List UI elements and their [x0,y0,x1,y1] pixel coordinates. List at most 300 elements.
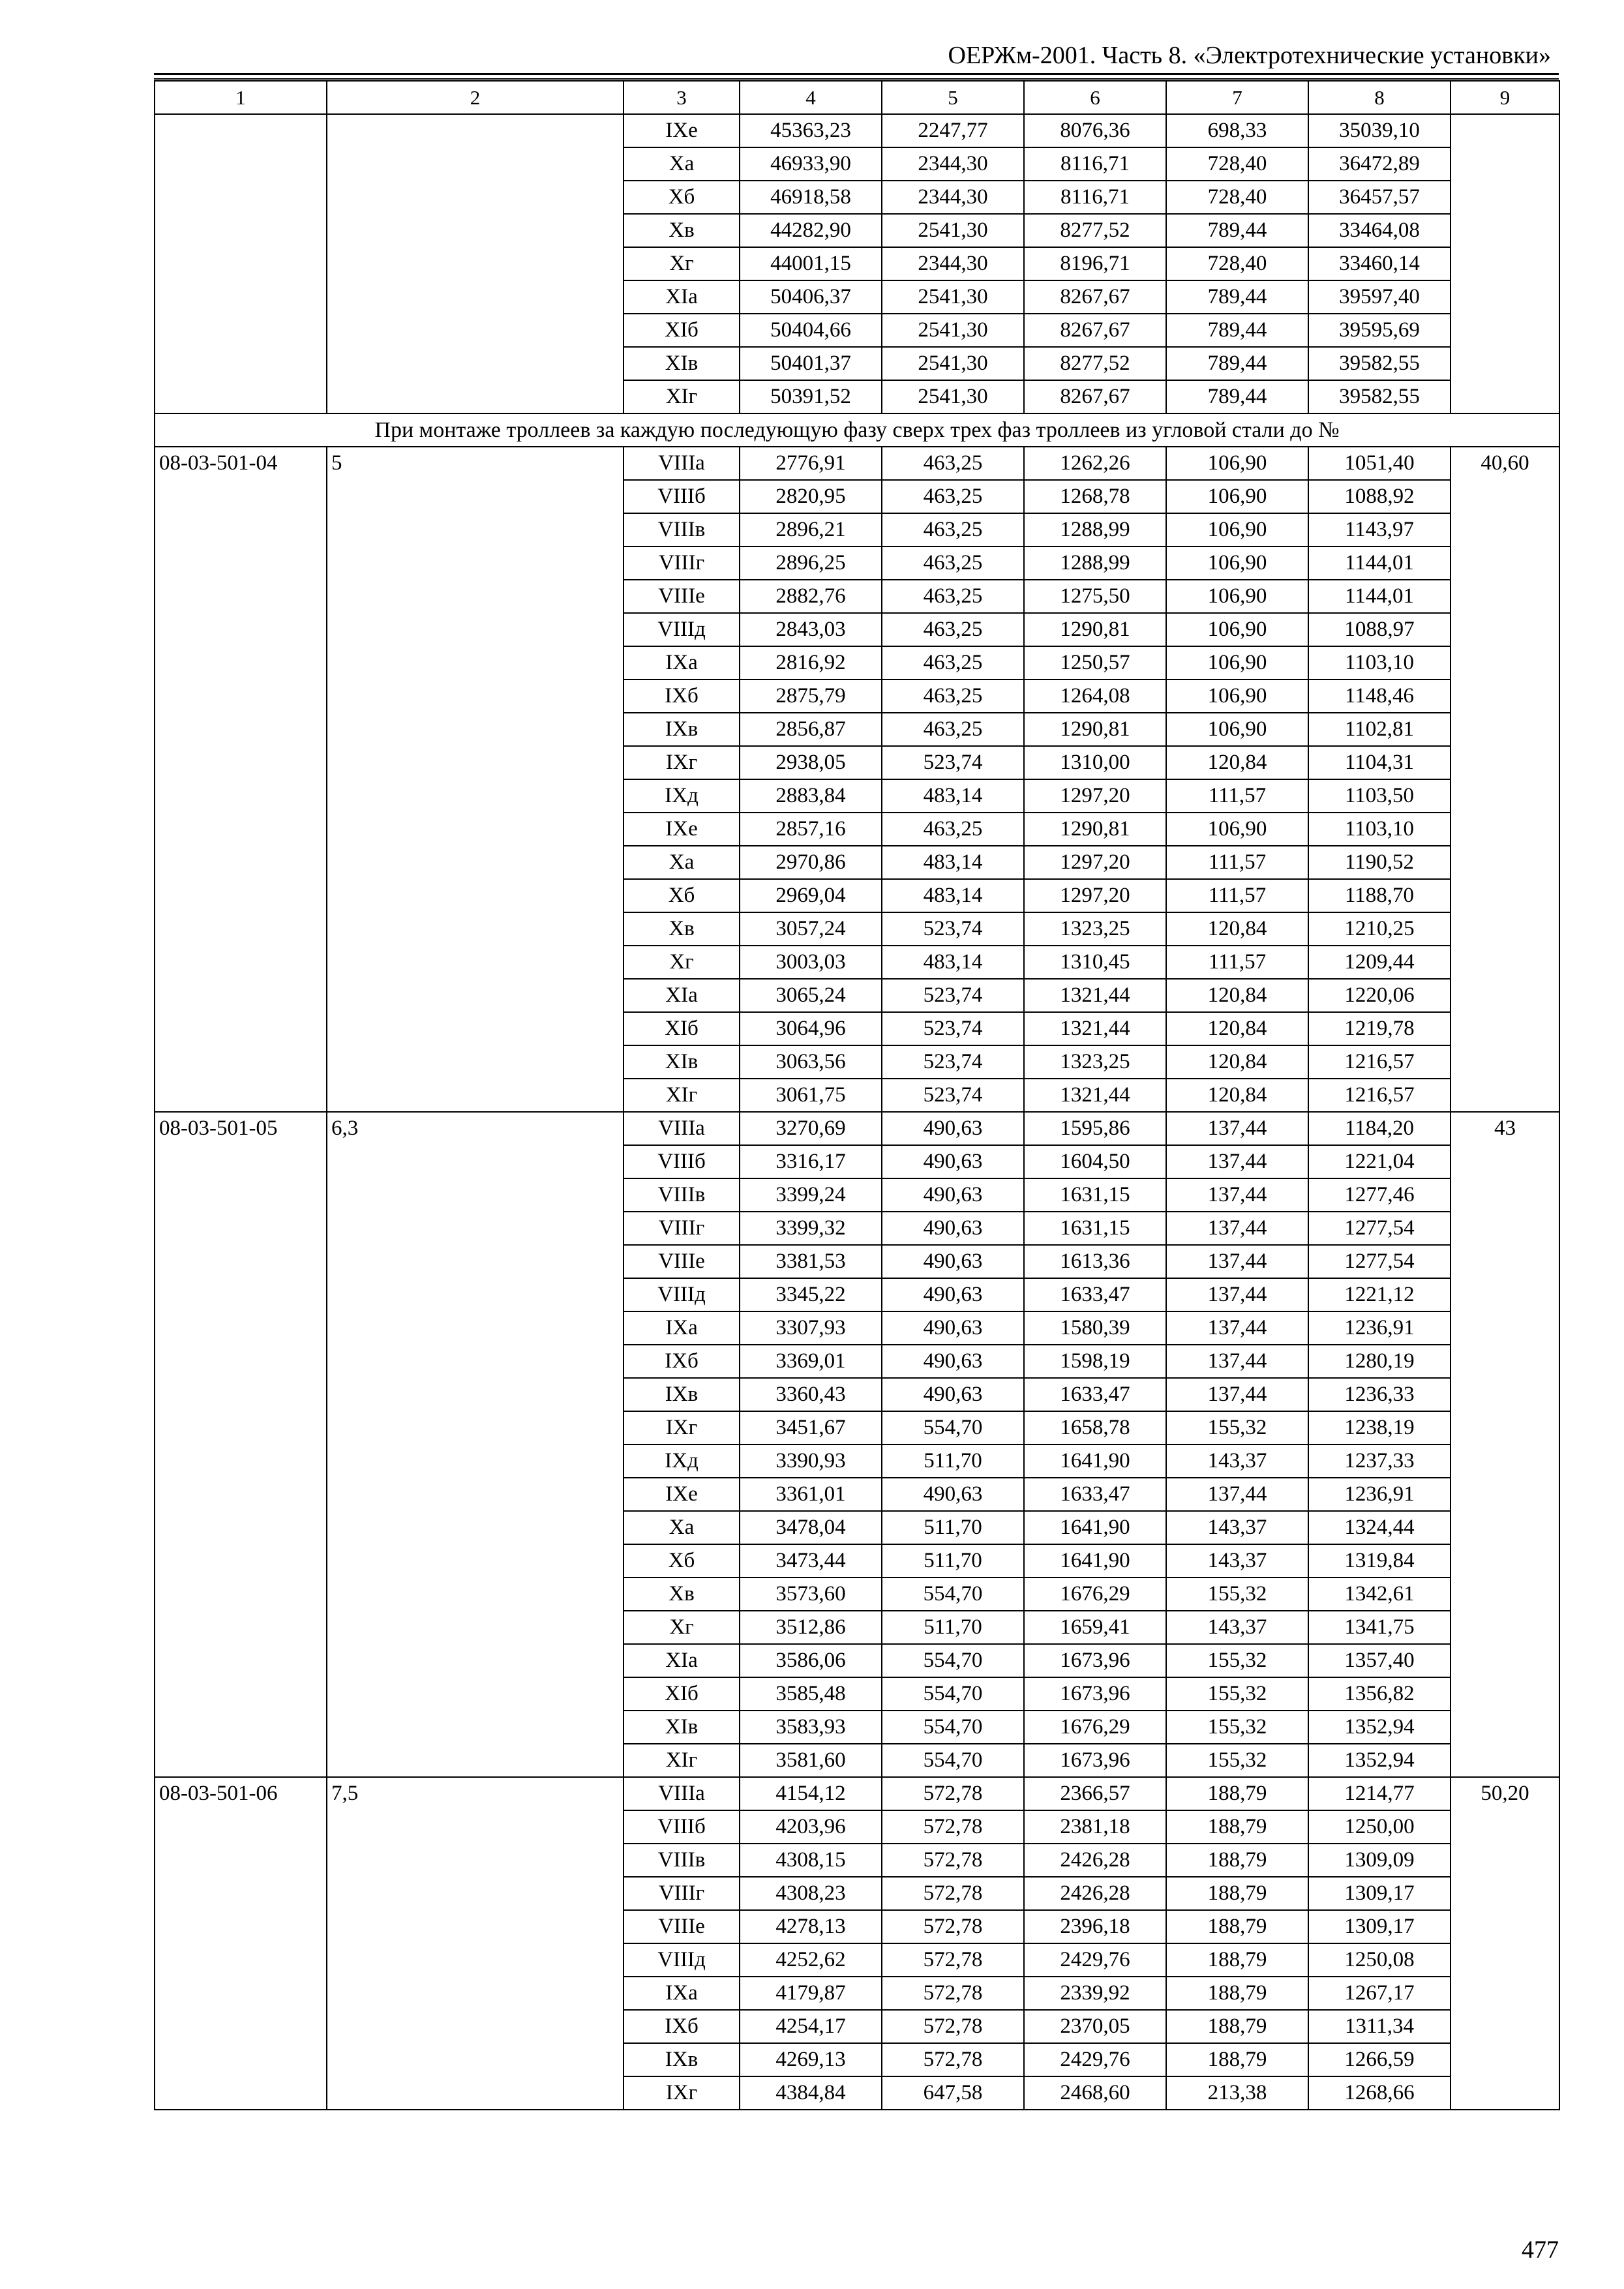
column-header: 5 [882,81,1024,114]
value-cell: 188,79 [1166,1777,1308,1810]
value-cell: 1319,84 [1308,1544,1451,1578]
value-cell: 3061,75 [740,1079,882,1112]
value-cell: 46933,90 [740,147,882,181]
variant-cell: VIIIa [624,447,740,480]
value-cell: 1297,20 [1024,879,1166,912]
column-header: 9 [1451,81,1559,114]
value-cell: 137,44 [1166,1378,1308,1411]
value-cell: 155,32 [1166,1578,1308,1611]
value-cell: 483,14 [882,779,1024,813]
value-cell: 1236,91 [1308,1478,1451,1511]
value-cell: 490,63 [882,1378,1024,1411]
value-cell: 463,25 [882,613,1024,646]
value-cell: 137,44 [1166,1311,1308,1345]
value-cell: 2344,30 [882,247,1024,280]
value-cell: 1323,25 [1024,1045,1166,1079]
value-cell: 1104,31 [1308,746,1451,779]
value-cell: 2339,92 [1024,1977,1166,2010]
variant-cell: XIг [624,380,740,413]
value-cell: 155,32 [1166,1644,1308,1677]
column-header: 6 [1024,81,1166,114]
value-cell: 1290,81 [1024,613,1166,646]
value-cell: 1323,25 [1024,912,1166,946]
value-cell: 523,74 [882,1012,1024,1045]
variant-cell: XIг [624,1079,740,1112]
value-cell: 39597,40 [1308,280,1451,314]
value-cell: 490,63 [882,1178,1024,1212]
value-cell: 3586,06 [740,1644,882,1677]
variant-cell: Xб [624,879,740,912]
value-cell: 106,90 [1166,680,1308,713]
value-cell: 1580,39 [1024,1311,1166,1345]
value-cell: 1277,54 [1308,1245,1451,1278]
value-cell: 120,84 [1166,1045,1308,1079]
value-cell: 2875,79 [740,680,882,713]
value-cell: 143,37 [1166,1444,1308,1478]
value-cell: 50404,66 [740,314,882,347]
value-cell: 50391,52 [740,380,882,413]
value-cell: 50401,37 [740,347,882,380]
value-cell: 1277,46 [1308,1178,1451,1212]
value-cell: 1103,10 [1308,813,1451,846]
variant-cell: Xб [624,1544,740,1578]
value-cell: 188,79 [1166,1977,1308,2010]
table-row [155,114,1559,147]
variant-cell: IXд [624,779,740,813]
value-cell: 2896,21 [740,513,882,546]
value-cell: 1280,19 [1308,1345,1451,1378]
value-cell: 463,25 [882,580,1024,613]
value-cell: 3581,60 [740,1744,882,1777]
value-cell: 1595,86 [1024,1112,1166,1145]
value-cell: 4278,13 [740,1910,882,1943]
value-cell: 106,90 [1166,713,1308,746]
table-row [155,447,1559,480]
value-cell: 8267,67 [1024,314,1166,347]
variant-cell: VIIIв [624,1178,740,1212]
value-cell: 3573,60 [740,1578,882,1611]
value-cell: 1673,96 [1024,1744,1166,1777]
value-cell: 1051,40 [1308,447,1451,480]
variant-cell: Xв [624,912,740,946]
value-cell: 2366,57 [1024,1777,1166,1810]
value-cell: 1676,29 [1024,1711,1166,1744]
value-cell: 483,14 [882,879,1024,912]
variant-cell: Xв [624,1578,740,1611]
value-cell: 1309,17 [1308,1877,1451,1910]
header-rule-thick [154,73,1559,75]
variant-cell: IXд [624,1444,740,1478]
variant-cell: IXe [624,1478,740,1511]
value-cell: 511,70 [882,1511,1024,1544]
page-header [154,38,1559,73]
value-cell: 523,74 [882,979,1024,1012]
value-cell: 137,44 [1166,1178,1308,1212]
value-cell: 1250,57 [1024,646,1166,680]
value-cell: 572,78 [882,2010,1024,2043]
value-cell: 120,84 [1166,746,1308,779]
value-cell: 2429,76 [1024,1943,1166,1977]
value-cell: 2426,28 [1024,1844,1166,1877]
variant-cell: Xг [624,247,740,280]
value-cell: 1268,78 [1024,480,1166,513]
value-cell: 106,90 [1166,613,1308,646]
value-cell: 463,25 [882,447,1024,480]
value-cell: 2247,77 [882,114,1024,147]
value-cell: 188,79 [1166,2010,1308,2043]
value-cell: 3003,03 [740,946,882,979]
variant-cell: XIб [624,1012,740,1045]
value-cell: 50406,37 [740,280,882,314]
value-cell: 490,63 [882,1245,1024,1278]
value-cell: 3307,93 [740,1311,882,1345]
value-cell: 3451,67 [740,1411,882,1444]
value-cell: 2820,95 [740,480,882,513]
value-cell: 554,70 [882,1711,1024,1744]
value-cell: 789,44 [1166,280,1308,314]
value-cell: 463,25 [882,813,1024,846]
variant-cell: IXб [624,1345,740,1378]
table-body [155,114,1559,2110]
value-cell: 1633,47 [1024,1378,1166,1411]
variant-cell: IXe [624,114,740,147]
value-cell: 3361,01 [740,1478,882,1511]
value-cell: 1262,26 [1024,447,1166,480]
value-cell: 1188,70 [1308,879,1451,912]
value-cell: 1310,45 [1024,946,1166,979]
variant-cell: XIв [624,1711,740,1744]
value-cell: 111,57 [1166,946,1308,979]
value-cell: 572,78 [882,1844,1024,1877]
value-cell: 2882,76 [740,580,882,613]
value-cell: 2381,18 [1024,1810,1166,1844]
value-cell: 2541,30 [882,347,1024,380]
value-cell: 2541,30 [882,314,1024,347]
value-cell: 554,70 [882,1744,1024,1777]
variant-cell: IXв [624,2043,740,2076]
value-cell: 1288,99 [1024,546,1166,580]
variant-cell: IXв [624,1378,740,1411]
value-cell: 4254,17 [740,2010,882,2043]
value-cell: 2541,30 [882,280,1024,314]
spec-cell: 6,3 [327,1112,624,1777]
variant-cell: IXa [624,1311,740,1345]
value-cell: 490,63 [882,1145,1024,1178]
code-cell: 08-03-501-06 [155,1777,327,2110]
value-cell: 1220,06 [1308,979,1451,1012]
value-cell: 39595,69 [1308,314,1451,347]
value-cell: 3270,69 [740,1112,882,1145]
table-row [155,1112,1559,1145]
value-cell: 2896,25 [740,546,882,580]
rates-table [154,80,1560,2110]
value-cell: 8277,52 [1024,214,1166,247]
value-cell: 1214,77 [1308,1777,1451,1810]
value-cell: 1144,01 [1308,546,1451,580]
header-rule-thin [154,78,1559,80]
value-cell: 1659,41 [1024,1611,1166,1644]
value-cell: 4308,15 [740,1844,882,1877]
variant-cell: Xг [624,946,740,979]
value-cell: 2857,16 [740,813,882,846]
value-cell: 572,78 [882,1943,1024,1977]
value-cell: 106,90 [1166,513,1308,546]
section-note: При монтаже троллеев за каждую последующую фазу сверх трех фаз троллеев из угловой стали до № [155,413,1559,447]
value-cell: 3381,53 [740,1245,882,1278]
value-cell: 188,79 [1166,1877,1308,1910]
variant-cell: VIIIб [624,1810,740,1844]
variant-cell: IXa [624,1977,740,2010]
value-cell: 4384,84 [740,2076,882,2110]
column-header: 2 [327,81,624,114]
value-cell: 36457,57 [1308,181,1451,214]
variant-cell: XIa [624,280,740,314]
value-cell: 1144,01 [1308,580,1451,613]
value-cell: 463,25 [882,680,1024,713]
variant-cell: VIIIд [624,613,740,646]
value-cell: 3512,86 [740,1611,882,1644]
value-cell: 2816,92 [740,646,882,680]
variant-cell: VIIIe [624,580,740,613]
value-cell: 36472,89 [1308,147,1451,181]
variant-cell: VIIIa [624,1112,740,1145]
value-cell: 3064,96 [740,1012,882,1045]
value-cell: 1277,54 [1308,1212,1451,1245]
value-cell: 1264,08 [1024,680,1166,713]
value-cell: 523,74 [882,1045,1024,1079]
value-cell: 8267,67 [1024,380,1166,413]
value-cell: 8277,52 [1024,347,1166,380]
table-row [155,1777,1559,1810]
value-cell: 463,25 [882,546,1024,580]
value-cell: 111,57 [1166,779,1308,813]
variant-cell: VIIIг [624,546,740,580]
value-cell: 1275,50 [1024,580,1166,613]
value-cell: 1184,20 [1308,1112,1451,1145]
value-cell: 1321,44 [1024,1079,1166,1112]
value-cell: 2969,04 [740,879,882,912]
value-cell: 572,78 [882,1810,1024,1844]
value-cell: 3473,44 [740,1544,882,1578]
value-cell: 1673,96 [1024,1677,1166,1711]
value-cell: 2344,30 [882,147,1024,181]
value-cell: 511,70 [882,1611,1024,1644]
value-cell: 155,32 [1166,1744,1308,1777]
value-cell: 33460,14 [1308,247,1451,280]
value-cell: 2938,05 [740,746,882,779]
column-header: 1 [155,81,327,114]
value-cell: 4252,62 [740,1943,882,1977]
value-cell: 1352,94 [1308,1711,1451,1744]
value-cell: 137,44 [1166,1212,1308,1245]
variant-cell: VIIIe [624,1910,740,1943]
value-cell: 490,63 [882,1478,1024,1511]
value-cell: 728,40 [1166,147,1308,181]
variant-cell: XIa [624,1644,740,1677]
value-cell: 1641,90 [1024,1511,1166,1544]
value-cell: 213,38 [1166,2076,1308,2110]
value-cell: 1210,25 [1308,912,1451,946]
value-cell: 1297,20 [1024,779,1166,813]
value-cell: 188,79 [1166,1910,1308,1943]
value-cell: 483,14 [882,846,1024,879]
variant-cell: Xб [624,181,740,214]
value-cell: 789,44 [1166,214,1308,247]
variant-cell: VIIIг [624,1212,740,1245]
value-cell: 2541,30 [882,214,1024,247]
variant-cell: Xa [624,1511,740,1544]
value-cell: 1357,40 [1308,1644,1451,1677]
value-cell: 1290,81 [1024,813,1166,846]
value-cell: 1216,57 [1308,1045,1451,1079]
value-cell: 120,84 [1166,979,1308,1012]
document-title: ОЕРЖм-2001. Часть 8. «Электротехнические установки» [948,42,1551,69]
value-cell: 106,90 [1166,646,1308,680]
value-cell: 523,74 [882,1079,1024,1112]
value-cell: 1604,50 [1024,1145,1166,1178]
value-cell: 554,70 [882,1644,1024,1677]
variant-cell: XIб [624,1677,740,1711]
value-cell: 1143,97 [1308,513,1451,546]
value-cell: 8196,71 [1024,247,1166,280]
value-cell: 483,14 [882,946,1024,979]
value-cell: 137,44 [1166,1145,1308,1178]
value-cell: 44282,90 [740,214,882,247]
value-cell: 1324,44 [1308,1511,1451,1544]
value-cell: 44001,15 [740,247,882,280]
page-number: 477 [1522,2236,1559,2264]
value-cell: 572,78 [882,1910,1024,1943]
value-cell: 39582,55 [1308,347,1451,380]
value-cell: 1341,75 [1308,1611,1451,1644]
value-cell: 2541,30 [882,380,1024,413]
value-cell: 3390,93 [740,1444,882,1478]
value-cell: 1236,91 [1308,1311,1451,1345]
variant-cell: XIв [624,347,740,380]
variant-cell: IXe [624,813,740,846]
value-cell: 490,63 [882,1212,1024,1245]
value-cell: 1221,12 [1308,1278,1451,1311]
variant-cell: XIa [624,979,740,1012]
value-cell: 1297,20 [1024,846,1166,879]
variant-cell: Xa [624,846,740,879]
spec-cell [327,114,624,413]
value-cell: 1221,04 [1308,1145,1451,1178]
value-cell: 33464,08 [1308,214,1451,247]
value-cell: 143,37 [1166,1544,1308,1578]
value-cell: 2883,84 [740,779,882,813]
value-cell: 8116,71 [1024,181,1166,214]
value-cell: 188,79 [1166,1810,1308,1844]
value-cell: 1266,59 [1308,2043,1451,2076]
variant-cell: IXб [624,2010,740,2043]
value-cell: 1598,19 [1024,1345,1166,1378]
value-cell: 1288,99 [1024,513,1166,546]
value-cell: 8076,36 [1024,114,1166,147]
value-cell: 554,70 [882,1411,1024,1444]
code-cell [155,114,327,413]
rate-cell [1451,114,1559,413]
value-cell: 2856,87 [740,713,882,746]
value-cell: 2396,18 [1024,1910,1166,1943]
value-cell: 1676,29 [1024,1578,1166,1611]
value-cell: 1641,90 [1024,1444,1166,1478]
value-cell: 3057,24 [740,912,882,946]
value-cell: 1309,17 [1308,1910,1451,1943]
value-cell: 1633,47 [1024,1278,1166,1311]
column-header: 7 [1166,81,1308,114]
value-cell: 572,78 [882,1877,1024,1910]
value-cell: 106,90 [1166,813,1308,846]
value-cell: 155,32 [1166,1677,1308,1711]
rate-cell: 40,60 [1451,447,1559,1112]
value-cell: 463,25 [882,480,1024,513]
value-cell: 155,32 [1166,1411,1308,1444]
value-cell: 2344,30 [882,181,1024,214]
variant-cell: Xг [624,1611,740,1644]
value-cell: 789,44 [1166,380,1308,413]
value-cell: 106,90 [1166,447,1308,480]
variant-cell: VIIIд [624,1278,740,1311]
value-cell: 106,90 [1166,480,1308,513]
value-cell: 45363,23 [740,114,882,147]
value-cell: 1103,10 [1308,646,1451,680]
value-cell: 1103,50 [1308,779,1451,813]
variant-cell: VIIIв [624,1844,740,1877]
value-cell: 1658,78 [1024,1411,1166,1444]
value-cell: 554,70 [882,1578,1024,1611]
value-cell: 728,40 [1166,247,1308,280]
value-cell: 120,84 [1166,1079,1308,1112]
variant-cell: Xa [624,147,740,181]
code-cell: 08-03-501-04 [155,447,327,1112]
variant-cell: IXг [624,2076,740,2110]
variant-cell: IXг [624,746,740,779]
variant-cell: Xв [624,214,740,247]
value-cell: 511,70 [882,1444,1024,1478]
value-cell: 137,44 [1166,1112,1308,1145]
value-cell: 1216,57 [1308,1079,1451,1112]
variant-cell: IXa [624,646,740,680]
value-cell: 3063,56 [740,1045,882,1079]
value-cell: 1342,61 [1308,1578,1451,1611]
value-cell: 3585,48 [740,1677,882,1711]
variant-cell: VIIIa [624,1777,740,1810]
value-cell: 789,44 [1166,314,1308,347]
value-cell: 4154,12 [740,1777,882,1810]
value-cell: 120,84 [1166,912,1308,946]
value-cell: 789,44 [1166,347,1308,380]
value-cell: 1237,33 [1308,1444,1451,1478]
column-header: 4 [740,81,882,114]
value-cell: 1631,15 [1024,1178,1166,1212]
value-cell: 1238,19 [1308,1411,1451,1444]
value-cell: 511,70 [882,1544,1024,1578]
value-cell: 1148,46 [1308,680,1451,713]
value-cell: 1352,94 [1308,1744,1451,1777]
column-number-row [155,81,1559,114]
spec-cell: 5 [327,447,624,1112]
code-cell: 08-03-501-05 [155,1112,327,1777]
value-cell: 106,90 [1166,546,1308,580]
section-note-row [155,413,1559,447]
value-cell: 1613,36 [1024,1245,1166,1278]
value-cell: 2429,76 [1024,2043,1166,2076]
value-cell: 490,63 [882,1345,1024,1378]
value-cell: 137,44 [1166,1245,1308,1278]
value-cell: 4203,96 [740,1810,882,1844]
value-cell: 3478,04 [740,1511,882,1544]
